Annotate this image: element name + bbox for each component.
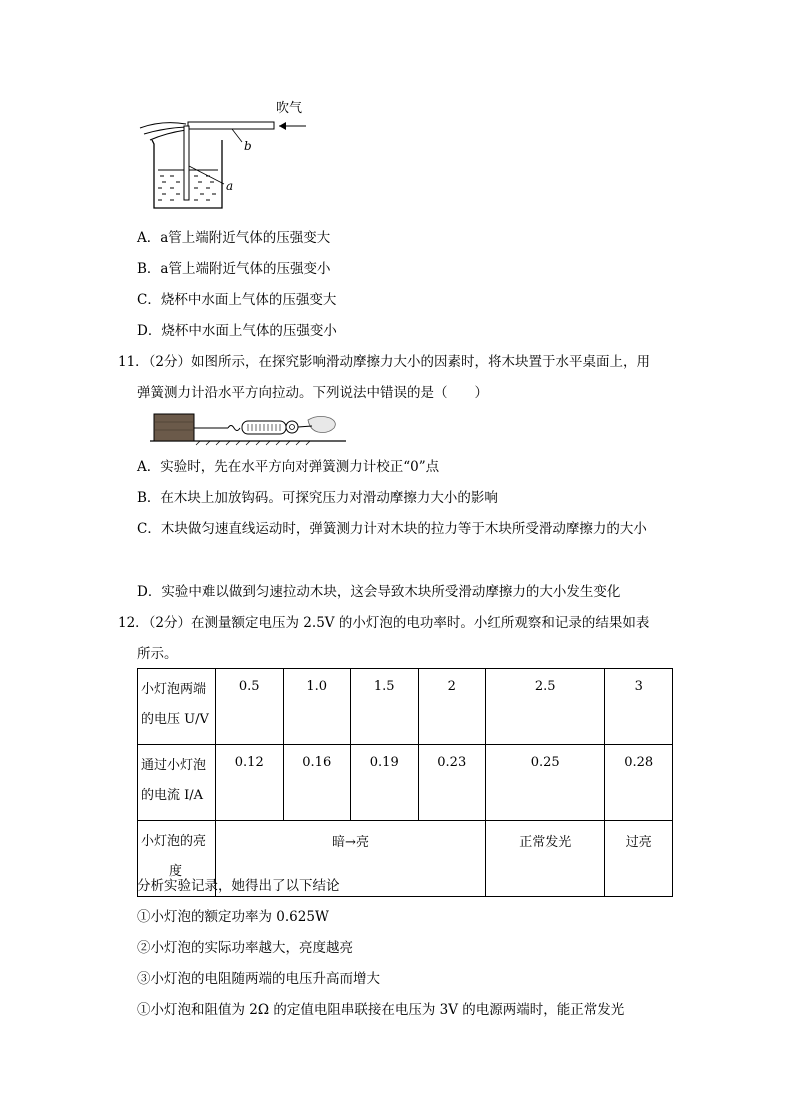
table-cell: 0.12: [216, 745, 284, 821]
table-row-current: [138, 745, 673, 821]
table-cell-too-bright: 过亮: [605, 821, 673, 897]
row-header-current: 通过小灯泡 的电流 I/A: [138, 745, 216, 821]
q10-option-d: D．烧杯中水面上气体的压强变小: [137, 323, 337, 339]
spring-scale-block-figure: [150, 408, 350, 446]
q11-stem-line2: 弹簧测力计沿水平方向拉动。下列说法中错误的是（ ）: [137, 385, 488, 401]
q11-option-b: B．在木块上加放钩码。可探究压力对滑动摩擦力大小的影响: [137, 490, 498, 506]
table-cell-normal: 正常发光: [486, 821, 605, 897]
q10-option-a: A．a管上端附近气体的压强变大: [137, 230, 331, 246]
q11-option-c: C．木块做匀速直线运动时，弹簧测力计对木块的拉力等于木块所受滑动摩擦力的大小: [137, 521, 647, 537]
hand-icon: [308, 416, 335, 432]
q12-conclusion-3: ③小灯泡的电阻随两端的电压升高而增大: [137, 971, 380, 987]
table-cell: 0.23: [418, 745, 486, 821]
table-cell: 0.25: [486, 745, 605, 821]
q11-stem-line1: 11．（2分）如图所示，在探究影响滑动摩擦力大小的因素时，将木块置于水平桌面上，用: [118, 354, 651, 370]
table-cell: 1.0: [283, 669, 351, 745]
beaker-blowing-figure: [136, 100, 316, 212]
bulb-data-table: [137, 668, 673, 897]
table-cell: 0.19: [351, 745, 419, 821]
q10-option-c: C．烧杯中水面上气体的压强变大: [137, 292, 337, 308]
table-row-voltage: [138, 669, 673, 745]
table-cell: 1.5: [351, 669, 419, 745]
wood-block: [154, 414, 194, 441]
label-a: a: [226, 179, 234, 193]
label-blow: 吹气: [276, 101, 303, 116]
table-cell: 2: [418, 669, 486, 745]
table-cell: 2.5: [486, 669, 605, 745]
table-cell: 0.28: [605, 745, 673, 821]
table-cell: 0.5: [216, 669, 284, 745]
table-cell-dim-to-bright: 暗→亮: [216, 821, 486, 897]
q11-option-a: A．实验时，先在水平方向对弹簧测力计校正“0”点: [137, 459, 440, 475]
q12-stem-line2: 所示。: [137, 646, 178, 662]
q12-conclusion-4: ①小灯泡和阻值为 2Ω 的定值电阻串联接在电压为 3V 的电源两端时，能正常发光: [137, 1002, 625, 1018]
table-cell: 0.16: [283, 745, 351, 821]
row-header-brightness: 小灯泡的亮 度: [138, 821, 216, 897]
q12-stem-line1: 12．（2分）在测量额定电压为 2.5V 的小灯泡的电功率时。小红所观察和记录的结果如表: [118, 615, 650, 631]
q12-conclusion-2: ②小灯泡的实际功率越大，亮度越亮: [137, 940, 353, 956]
q10-option-b: B．a管上端附近气体的压强变小: [137, 261, 331, 277]
q12-conclusion-1: ①小灯泡的额定功率为 0.625W: [137, 909, 329, 925]
label-b: b: [244, 139, 252, 153]
q12-analysis-intro: 分析实验记录，她得出了以下结论: [137, 878, 340, 894]
row-header-voltage: 小灯泡两端 的电压 U/V: [138, 669, 216, 745]
table-cell: 3: [605, 669, 673, 745]
q11-option-d: D．实验中难以做到匀速拉动木块，这会导致木块所受滑动摩擦力的大小发生变化: [137, 584, 621, 600]
